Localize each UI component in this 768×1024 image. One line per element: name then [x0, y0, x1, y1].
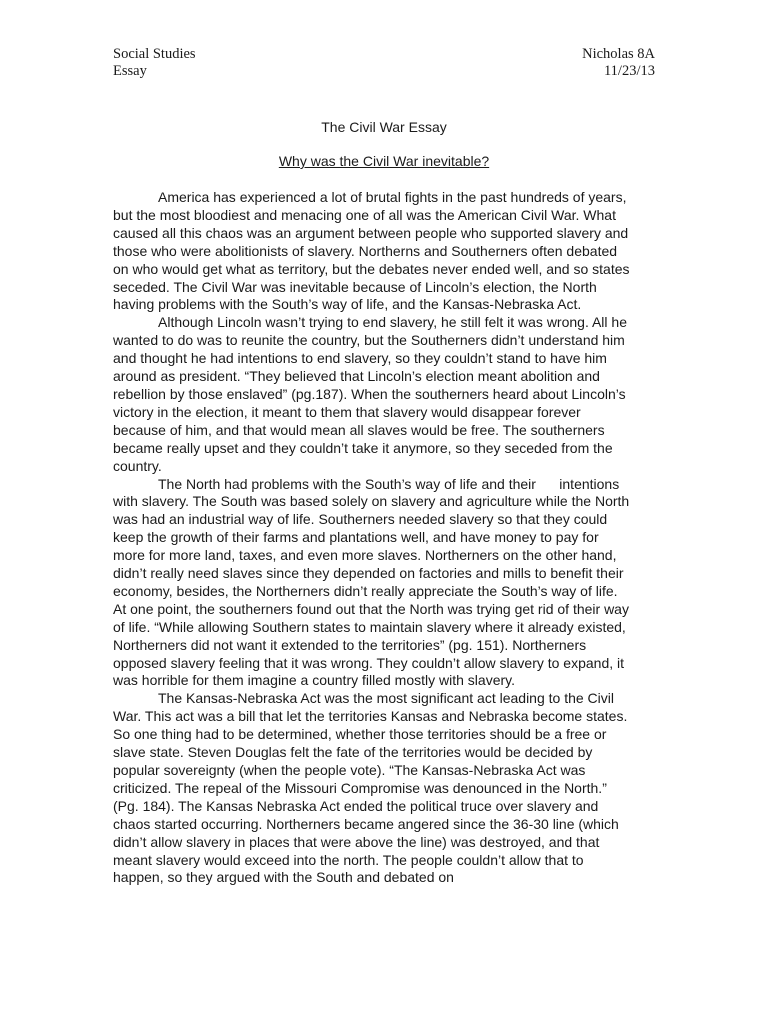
date-label: 11/23/13: [603, 63, 655, 79]
essay-title: The Civil War Essay: [321, 119, 447, 135]
paragraph-lincoln-election: Although Lincoln wasn’t trying to end slavery, he still felt it was wrong. All he wanted to do was to reunite the country, but the Southerners didn’t understand him and thought he had intentions to end slavery, so they couldn’t stand to have him around as president. “They believed that Lincoln’s election meant abolition and rebellion by those enslaved” (pg.187). When the southerners heard about Lincoln’s victory in the election, it meant to them that slavery would disappear forever because of him, and that would mean all slaves would be free. The southerners became really upset and they couldn’t take it anymore, so they seceded from the country.: [113, 314, 627, 474]
subject-label: Social Studies: [113, 46, 196, 62]
header-right: [582, 46, 655, 80]
essay-body: [113, 189, 634, 887]
essay-question-text: Why was the Civil War inevitable?: [278, 153, 490, 169]
author-label: Nicholas 8A: [582, 46, 655, 62]
paragraph-kansas-nebraska: The Kansas-Nebraska Act was the most significant act leading to the Civil War. This act was a bill that let the territories Kansas and Nebraska become states. So one thing had to be determined, whether those territories should be a free or slave state. Steven Douglas felt the fate of the territories would be decided by popular sovereignty (when the people vote). “The Kansas-Nebraska Act was criticized. The repeal of the Missouri Compromise was denounced in the North.” (Pg. 184). The Kansas Nebraska Act ended the political truce over slavery and chaos started occurring. Northerners became angered since the 36-30 line (which didn’t allow slavery in places that were above the line) was destroyed, and that meant slavery would exceed into the north. The people couldn’t allow that to happen, so they argued with the South and debated on: [113, 690, 628, 886]
paragraph-intro: America has experienced a lot of brutal fights in the past hundreds of years, but the most bloodiest and menacing one of all was the American Civil War. What caused all this chaos was an argument between people who supported slavery and those who were abolitionists of slavery. Northerns and Southerners often debated on who would get what as territory, but the debates never ended well, and so states seceded. The Civil War was inevitable because of Lincoln’s election, the North having problems with the South’s way of life, and the Kansas-Nebraska Act.: [113, 189, 630, 313]
header-left: [113, 46, 196, 80]
paragraph-north-south-life: The North had problems with the South’s way of life and their intentions with slavery. The South was based solely on slavery and agriculture while the North was had an industrial way of life. Southerners needed slavery so that they could keep the growth of their farms and plantations well, and have money to pay for more for more land, taxes, and even more slaves. Northerners on the other hand, didn’t really need slaves since they depended on factories and mills to benefit their economy, besides, the Northerners didn’t really appreciate the South’s way of life. At one point, the southerners found out that the North was trying get rid of their way of life. “While allowing Southern states to maintain slavery where it already existed, Northerners did not want it extended to the territories” (pg. 151). Northerners opposed slavery feeling that it was wrong. They couldn’t allow slavery to expand, it was horrible for them imagine a country filled mostly with slavery.: [113, 475, 634, 689]
essay-question: [113, 153, 655, 169]
document-type-label: Essay: [113, 63, 147, 79]
